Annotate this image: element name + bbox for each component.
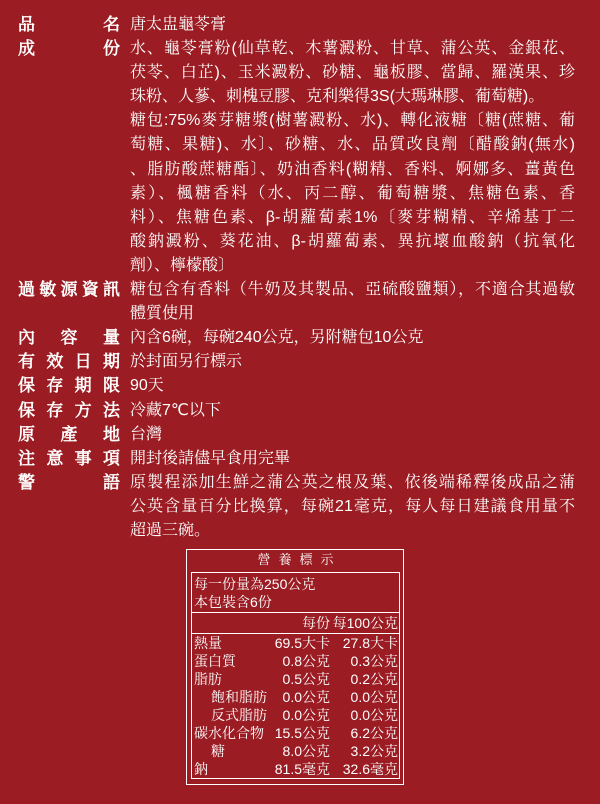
nutrient-name: 脂肪 [194, 671, 222, 687]
nutrient-per-100g: 6.2公克 [350, 725, 398, 741]
warning-line: 原製程添加生鮮之蒲公英之根及葉、依後端稀釋後成品之蒲 [130, 473, 575, 491]
warning-line: 超過三碗。 [130, 521, 211, 539]
nutrient-per-100g: 27.8大卡 [342, 635, 398, 651]
value-precautions [130, 447, 575, 471]
label-net-content: 內容量 [18, 328, 120, 348]
nutrition-row-protein [192, 652, 399, 670]
nutrient-name: 熱量 [194, 635, 222, 651]
row-shelf-life [18, 374, 575, 398]
value-warning [130, 471, 575, 543]
value-origin [130, 423, 575, 447]
origin-line: 台灣 [130, 425, 163, 443]
ingredients-line: 水、龜苓膏粉(仙草乾、木薯澱粉、甘草、蒲公英、金銀花、 [130, 40, 575, 58]
nutrient-per-100g: 0.0公克 [350, 689, 398, 705]
nutrient-per-100g: 0.3公克 [350, 653, 398, 669]
precautions-line: 開封後請儘早食用完畢 [130, 449, 291, 467]
label-expiry-date: 有效日期 [18, 352, 120, 372]
ingredients-line: 珠粉、人蔘、刺槐豆膠、克利樂得3S(大瑪琳膠、葡萄糖)。 [130, 88, 545, 106]
value-expiry-date [130, 350, 575, 374]
nutrition-header-row [192, 614, 399, 632]
nutrition-table [191, 572, 400, 779]
warning-line: 公英含量百分比換算，每碗21毫克，每人每日建議食用量不 [130, 497, 575, 515]
nutrient-per-serving: 0.0公克 [282, 707, 330, 723]
servings-per-package: 本包裝含6份 [194, 594, 272, 610]
value-allergen-info [130, 278, 575, 326]
ingredients-line: 酸鈉澱粉、葵花油、β-胡蘿蔔素、異抗壞血酸鈉（抗氧化 [130, 232, 575, 250]
nutrition-row-fat [192, 670, 399, 688]
nutrient-name: 反式脂肪 [211, 707, 267, 723]
nutrient-per-serving: 69.5大卡 [274, 635, 330, 651]
nutrition-serving-info [192, 573, 399, 613]
storage-method-line: 冷藏7℃以下 [130, 401, 221, 419]
row-precautions [18, 447, 575, 471]
nutrient-per-100g: 3.2公克 [350, 743, 398, 759]
nutrient-name: 飽和脂肪 [211, 689, 267, 705]
nutrient-name: 碳水化合物 [194, 725, 264, 741]
expiry-date-line: 於封面另行標示 [130, 353, 243, 371]
header-per-100g: 每100公克 [332, 615, 398, 631]
value-product-name [130, 13, 575, 37]
row-storage-method [18, 399, 575, 423]
value-shelf-life [130, 374, 575, 398]
row-net-content [18, 326, 575, 350]
allergen-info-line: 體質使用 [130, 305, 195, 323]
nutrition-row-energy [192, 634, 399, 652]
ingredients-line: 萄糖、果糖)、水〕、砂糖、水、品質改良劑〔醋酸鈉(無水) [130, 136, 575, 154]
nutrient-per-serving: 81.5毫克 [274, 761, 330, 777]
label-ingredients: 成份 [18, 39, 120, 59]
product-spec-list [18, 13, 575, 543]
label-storage-method: 保存方法 [18, 400, 120, 420]
nutrient-per-100g: 0.2公克 [350, 671, 398, 687]
nutrition-items [192, 634, 399, 778]
nutrient-per-serving: 0.5公克 [282, 671, 330, 687]
row-origin [18, 423, 575, 447]
nutrient-name: 鈉 [194, 761, 208, 777]
ingredients-line: 劑）、檸檬酸〕 [130, 256, 235, 274]
ingredients-line: 茯苓、白芷)、玉米澱粉、砂糖、龜板膠、當歸、羅漢果、珍 [130, 64, 575, 82]
label-origin: 原產地 [18, 424, 120, 444]
row-ingredients [18, 37, 575, 278]
shelf-life-line: 90天 [130, 377, 164, 395]
ingredients-line: 素）、楓糖香料（水、丙二醇、葡萄糖漿、焦糖色素、香 [130, 184, 575, 202]
label-shelf-life: 保存期限 [18, 376, 120, 396]
label-allergen-info: 過敏源資訊 [18, 280, 120, 300]
serving-size: 每一份量為250公克 [194, 576, 316, 592]
net-content-line: 內含6碗，每碗240公克，另附糖包10公克 [130, 329, 424, 347]
nutrition-column-headers [192, 613, 399, 634]
nutrient-per-100g: 0.0公克 [350, 707, 398, 723]
nutrient-name: 蛋白質 [194, 653, 236, 669]
ingredients-line: 、脂肪酸蔗糖酯〕、奶油香料(糊精、香料、婀娜多、薑黃色 [130, 160, 575, 178]
label-warning: 警語 [18, 472, 120, 492]
nutrition-facts-panel [186, 549, 404, 785]
row-allergen-info [18, 278, 575, 326]
nutrition-title: 營養標示 [257, 552, 342, 567]
nutrition-row-carbohydrate [192, 724, 399, 742]
ingredients-line: 糖包:75%麥芽糖漿(樹薯澱粉、水)、轉化液糖〔糖(蔗糖、葡 [130, 112, 575, 130]
nutrition-row-trans-fat [192, 706, 399, 724]
header-spacer [194, 614, 270, 632]
nutrient-per-serving: 15.5公克 [274, 725, 330, 741]
nutrition-row-saturated-fat [192, 688, 399, 706]
value-storage-method [130, 399, 575, 423]
row-expiry-date [18, 350, 575, 374]
value-net-content [130, 326, 575, 350]
ingredients-line: 料）、焦糖色素、β-胡蘿蔔素1%〔麥芽糊精、辛烯基丁二 [130, 208, 575, 226]
allergen-info-line: 糖包含有香料（牛奶及其製品、亞硫酸鹽類），不適合其過敏 [130, 281, 575, 299]
nutrient-per-serving: 0.8公克 [282, 653, 330, 669]
value-ingredients [130, 37, 575, 278]
nutrient-per-serving: 8.0公克 [282, 743, 330, 759]
label-product-name: 品名 [18, 15, 120, 34]
nutrient-per-serving: 0.0公克 [282, 689, 330, 705]
row-warning [18, 471, 575, 543]
header-per-serving: 每份 [302, 615, 330, 631]
nutrition-row-sodium [192, 760, 399, 778]
label-precautions: 注意事項 [18, 448, 120, 468]
nutrition-row-sugar [192, 742, 399, 760]
nutrient-per-100g: 32.6毫克 [342, 761, 398, 777]
nutrient-name: 糖 [211, 743, 225, 759]
product-name-line: 唐太盅龜苓膏 [130, 16, 227, 33]
row-product-name [18, 13, 575, 37]
